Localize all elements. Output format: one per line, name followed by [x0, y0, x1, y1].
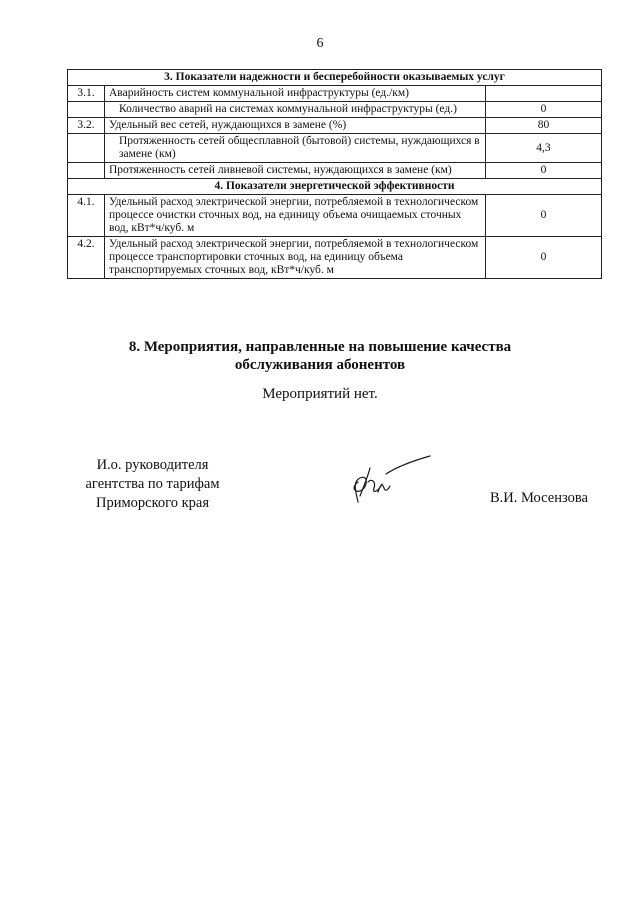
row-value: 0 — [485, 237, 601, 279]
page-number: 6 — [316, 36, 324, 51]
position-line: И.о. руководителя — [96, 457, 209, 473]
table-row — [68, 195, 602, 237]
heading-line: обслуживания абонентов — [234, 357, 406, 373]
table-row — [68, 118, 602, 134]
row-number — [68, 163, 105, 179]
position-line: агентства по тарифам — [85, 476, 220, 492]
section-heading — [0, 338, 640, 374]
row-number: 4.2. — [68, 237, 105, 279]
table-row — [68, 237, 602, 279]
row-value — [485, 86, 601, 102]
row-text: Удельный расход электрической энергии, потребляемой в технологическом процессе транспортировки сточных вод, на единицу объема транспортируемых сточных вод, кВт*ч/куб. м — [105, 237, 486, 279]
row-text: Аварийность систем коммунальной инфраструктуры (ед./км) — [105, 86, 486, 102]
table-row — [68, 134, 602, 163]
table-row — [68, 102, 602, 118]
table-row — [68, 163, 602, 179]
row-number: 4.1. — [68, 195, 105, 237]
row-text: Удельный расход электрической энергии, потребляемой в технологическом процессе очистки сточных вод, на единицу объема очищаемых сточных вод, кВт*ч/куб. м — [105, 195, 486, 237]
row-number — [68, 134, 105, 163]
position-line: Приморского края — [95, 495, 209, 511]
row-value: 80 — [485, 118, 601, 134]
row-number: 3.2. — [68, 118, 105, 134]
row-value: 0 — [485, 102, 601, 118]
row-text: Количество аварий на системах коммунальной инфраструктуры (ед.) — [105, 102, 486, 118]
heading-line: 8. Мероприятия, направленные на повышение качества — [128, 339, 512, 355]
row-value: 0 — [485, 163, 601, 179]
row-value: 4,3 — [485, 134, 601, 163]
row-value: 0 — [485, 195, 601, 237]
signatory-position — [70, 456, 235, 513]
no-events-text: Мероприятий нет. — [262, 386, 378, 402]
handwritten-signature — [338, 452, 438, 512]
signatory-name: В.И. Мосензова — [490, 490, 588, 506]
section-title: 3. Показатели надежности и бесперебойности оказываемых услуг — [68, 70, 602, 86]
row-text: Протяженность сетей ливневой системы, нуждающихся в замене (км) — [105, 163, 486, 179]
section-header-row — [68, 179, 602, 195]
indicators-table — [67, 69, 602, 279]
table-row — [68, 86, 602, 102]
row-number — [68, 102, 105, 118]
section-header-row — [68, 70, 602, 86]
row-text: Протяженность сетей общесплавной (бытовой) системы, нуждающихся в замене (км) — [105, 134, 486, 163]
row-text: Удельный вес сетей, нуждающихся в замене (%) — [105, 118, 486, 134]
section-title: 4. Показатели энергетической эффективности — [68, 179, 602, 195]
row-number: 3.1. — [68, 86, 105, 102]
